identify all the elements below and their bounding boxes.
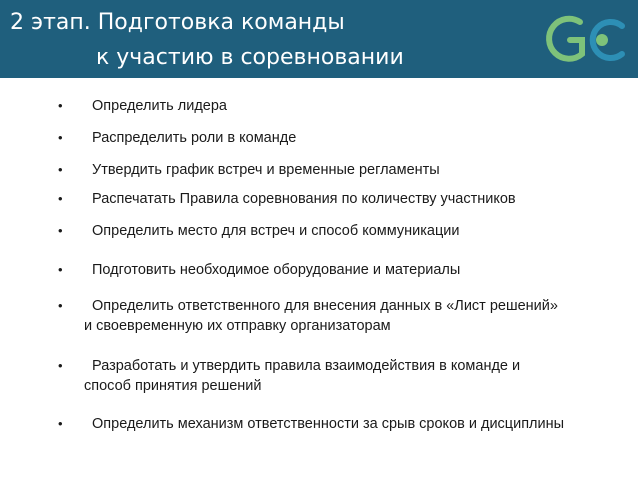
list-item-continuation: и своевременную их отправку организаторам xyxy=(84,318,391,334)
bullet: • xyxy=(58,130,63,145)
list-item-text: Распечатать Правила соревнования по количеству участников xyxy=(92,191,516,207)
list-item xyxy=(58,189,628,209)
list-item-text: Определить место для встреч и способ коммуникации xyxy=(92,223,460,239)
bullet: • xyxy=(58,298,63,313)
list-item-text: Подготовить необходимое оборудование и материалы xyxy=(92,262,461,278)
list-item-text: Распределить роли в команде xyxy=(92,130,297,146)
list-item xyxy=(58,356,628,396)
list-item-text: Определить механизм ответственности за срыв сроков и дисциплины xyxy=(92,416,565,432)
list-item xyxy=(58,221,628,241)
slide-title-line-2: к участию в соревновании xyxy=(96,45,404,70)
bullet: • xyxy=(58,162,63,177)
list-item xyxy=(58,260,628,280)
bullet: • xyxy=(58,262,63,277)
list-item-text: Определить лидера xyxy=(92,98,227,114)
slide-title-line-1: 2 этап. Подготовка команды xyxy=(10,10,345,35)
bullet: • xyxy=(58,98,63,113)
bullet: • xyxy=(58,416,63,431)
bullet: • xyxy=(58,223,63,238)
list-item-continuation: способ принятия решений xyxy=(84,378,262,394)
list-item xyxy=(58,128,628,148)
bullet: • xyxy=(58,191,63,206)
list-item-text: Разработать и утвердить правила взаимодействия в команде и xyxy=(92,358,521,374)
list-item xyxy=(58,160,628,180)
list-item xyxy=(58,96,628,116)
list-item xyxy=(58,414,628,434)
list-item-text: Определить ответственного для внесения данных в «Лист решений» xyxy=(92,298,558,314)
list-item xyxy=(58,296,628,336)
list-item-text: Утвердить график встреч и временные регламенты xyxy=(92,162,440,178)
bullet: • xyxy=(58,358,63,373)
